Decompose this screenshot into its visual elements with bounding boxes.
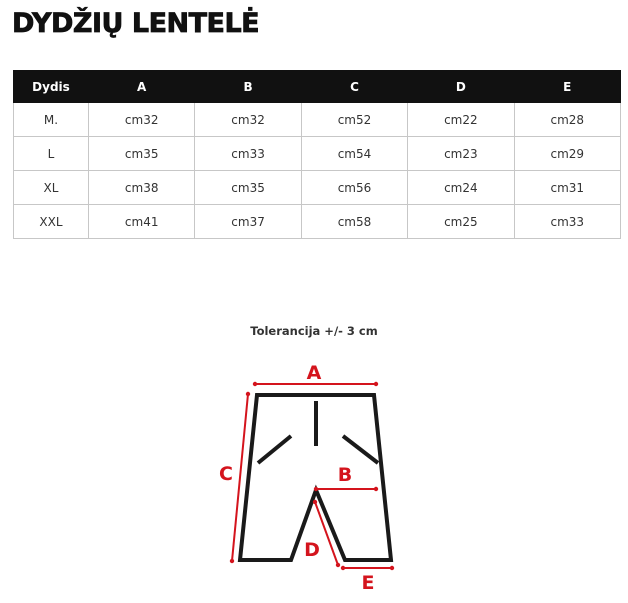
size-table <box>13 70 621 239</box>
table-cell: cm22 <box>408 103 514 137</box>
table-cell: cm41 <box>89 205 195 239</box>
table-cell: cm35 <box>89 137 195 171</box>
table-cell: cm24 <box>408 171 514 205</box>
table-cell: cm32 <box>195 103 301 137</box>
table-row <box>14 137 621 171</box>
table-cell: cm25 <box>408 205 514 239</box>
dimension-a <box>253 362 378 386</box>
table-row <box>14 171 621 205</box>
dimension-label-e: E <box>361 572 375 594</box>
table-cell: XL <box>14 171 89 205</box>
dimension-label-d: D <box>304 539 320 561</box>
table-cell: XXL <box>14 205 89 239</box>
header-c: C <box>301 71 407 103</box>
shorts-outline <box>240 395 391 560</box>
header-d: D <box>408 71 514 103</box>
header-b: B <box>195 71 301 103</box>
right-pocket-line <box>343 436 378 463</box>
left-pocket-line <box>258 436 291 463</box>
table-cell: M. <box>14 103 89 137</box>
table-row <box>14 103 621 137</box>
header-a: A <box>89 71 195 103</box>
table-cell: cm33 <box>514 205 620 239</box>
dimension-c <box>219 392 250 563</box>
table-cell: cm32 <box>89 103 195 137</box>
table-row <box>14 205 621 239</box>
dimension-label-b: B <box>337 464 353 486</box>
dimension-b <box>314 464 378 491</box>
table-header-row <box>14 71 621 103</box>
header-size: Dydis <box>14 71 89 103</box>
table-cell: L <box>14 137 89 171</box>
table-cell: cm23 <box>408 137 514 171</box>
dimension-label-c: C <box>219 463 233 485</box>
dimension-e <box>341 566 394 594</box>
table-cell: cm52 <box>301 103 407 137</box>
table-cell: cm37 <box>195 205 301 239</box>
tolerance-note: Tolerancija +/- 3 cm <box>250 324 378 338</box>
table-cell: cm28 <box>514 103 620 137</box>
table-cell: cm38 <box>89 171 195 205</box>
table-cell: cm56 <box>301 171 407 205</box>
shorts-measurement-diagram <box>200 352 430 600</box>
table-cell: cm35 <box>195 171 301 205</box>
table-cell: cm31 <box>514 171 620 205</box>
page-title: DYDŽIŲ LENTELĖ <box>12 8 260 39</box>
table-cell: cm54 <box>301 137 407 171</box>
header-e: E <box>514 71 620 103</box>
table-cell: cm33 <box>195 137 301 171</box>
table-cell: cm29 <box>514 137 620 171</box>
dimension-label-a: A <box>306 362 322 384</box>
table-cell: cm58 <box>301 205 407 239</box>
